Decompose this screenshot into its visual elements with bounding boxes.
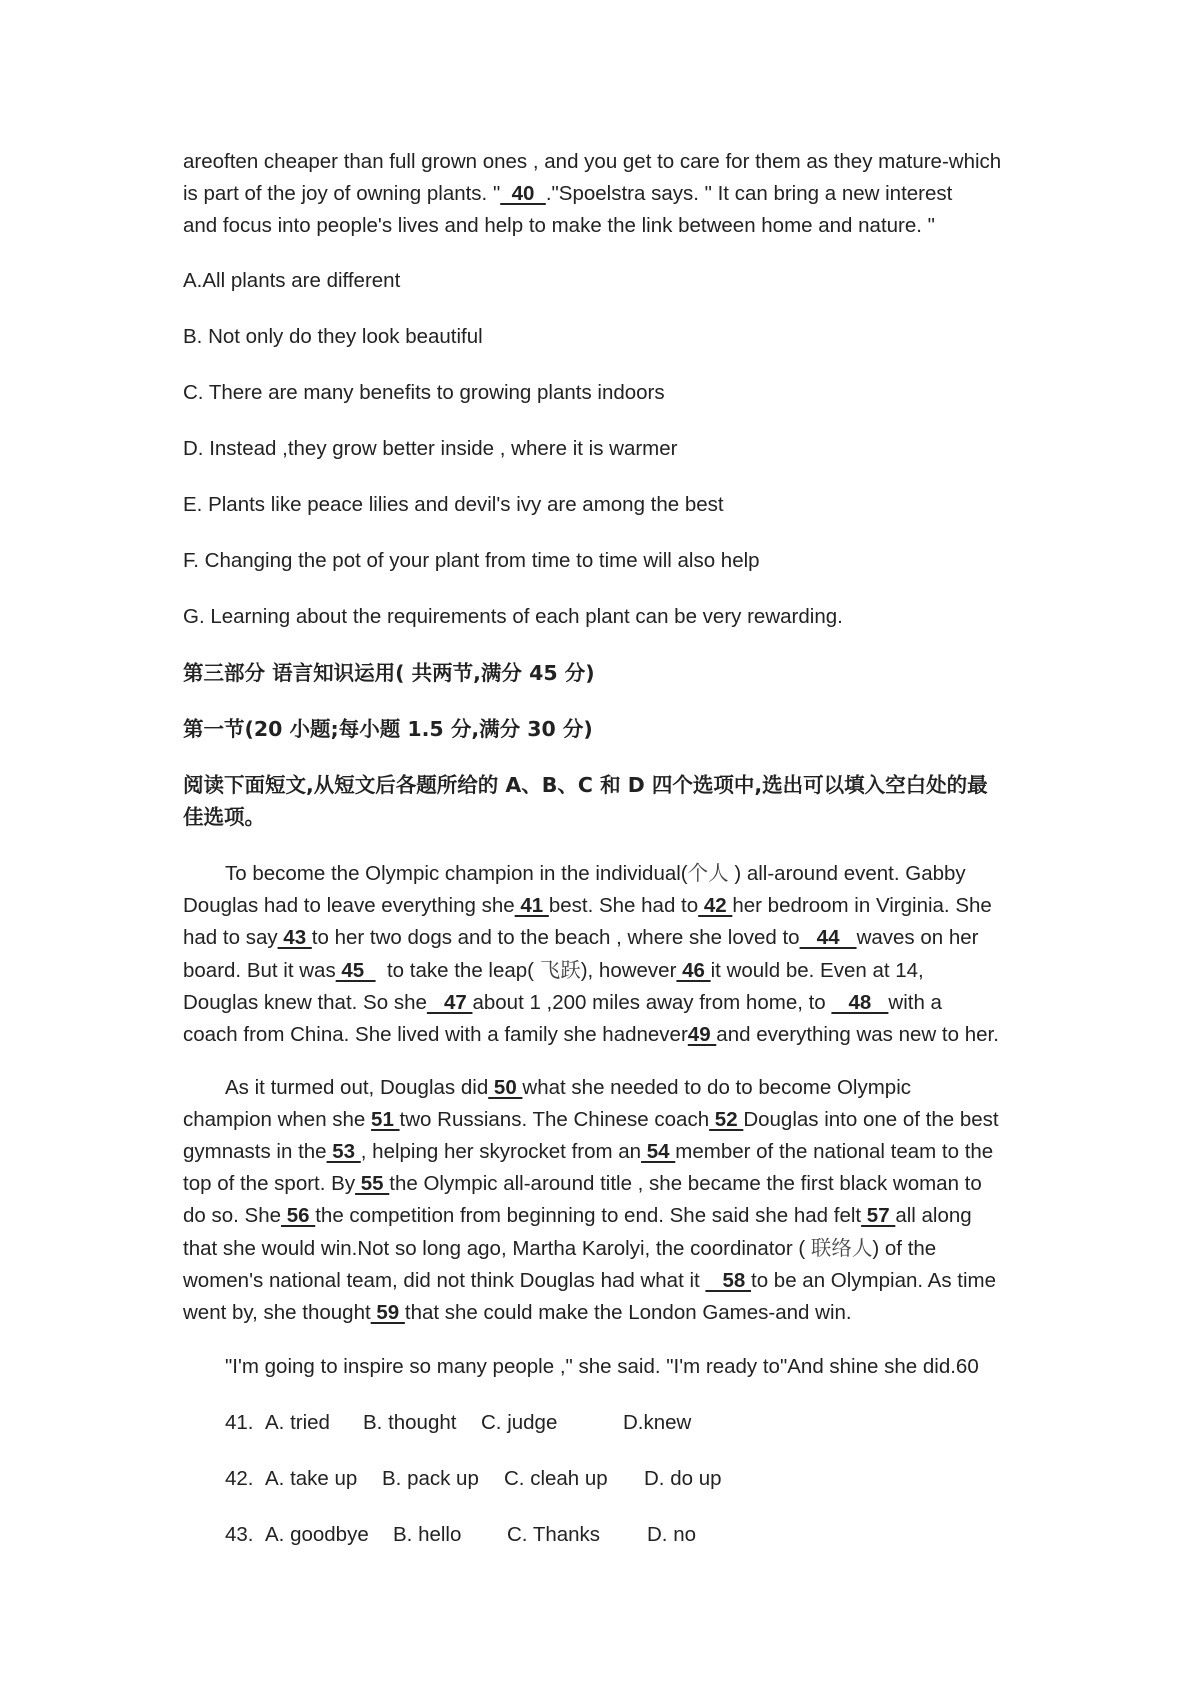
blank-44: 44 — [799, 926, 857, 949]
choice-b: B. pack up — [382, 1467, 479, 1490]
option-d: D. Instead ,they grow better inside , where it is warmer — [183, 437, 678, 460]
blank-47: 47 — [426, 991, 473, 1014]
instructions: 阅读下面短文,从短文后各题所给的 A、B、C 和 D 四个选项中,选出可以填入空白处的最 佳选项。 — [183, 773, 988, 829]
part-heading: 第三部分 语言知识运用( 共两节,满分 45 分) — [183, 661, 595, 685]
option-b: B. Not only do they look beautiful — [183, 325, 483, 348]
text-line: areoften cheaper than full grown ones , and you get to care for them as they mature-which — [183, 150, 1002, 173]
option-c: C. There are many benefits to growing plants indoors — [183, 381, 665, 404]
choice-d: D. no — [647, 1523, 696, 1546]
choice-b: B. hello — [393, 1523, 462, 1546]
blank-49: 49 — [687, 1023, 717, 1046]
cloze-paragraph-3: "I'm going to inspire so many people ," she said. "I'm ready to"And shine she did.60 — [225, 1355, 979, 1378]
question-43 — [183, 1519, 1038, 1551]
blank-51: 51 — [371, 1108, 400, 1131]
blank-42: 42 — [698, 894, 733, 917]
option-a: A.All plants are different — [183, 269, 401, 292]
choice-d: D.knew — [623, 1411, 692, 1434]
choice-a: A. take up — [265, 1467, 358, 1490]
blank-57: 57 — [861, 1204, 896, 1227]
blank-48: 48 — [831, 991, 889, 1014]
blank-53: 53 — [326, 1140, 361, 1163]
choice-c: C. Thanks — [507, 1523, 601, 1546]
blank-52: 52 — [709, 1108, 744, 1131]
blank-45: 45 — [335, 959, 376, 982]
question-number: 43. — [225, 1523, 254, 1546]
blank-56: 56 — [281, 1204, 316, 1227]
cloze-paragraph-2: As it turmed out, Douglas did 50 what she needed to do to become Olympic champion when she 51 two Russians. The Chinese coach 52 Douglas into one of the best gymnasts in the 53 , helping her skyrocket from an 54 member of the national team to the top of the sport. By 55 the Olympic all-around title , she became the first black woman to do so. She 56 the competition from beginning to end. She said she had felt 57 all along that she would win.Not so long ago, Martha Karolyi, the coordinator ( 联络人) of the women's national team, did not think Douglas had what it 58 to be an Olympian. As time went by, she thought 59 that she could make the London Games-and win. — [183, 1076, 999, 1324]
choice-d: D. do up — [644, 1467, 722, 1490]
option-f: F. Changing the pot of your plant from time to time will also help — [183, 549, 760, 572]
blank-54: 54 — [641, 1140, 676, 1163]
text-line: and focus into people's lives and help to make the link between home and nature. " — [183, 214, 935, 237]
blank-50: 50 — [488, 1076, 523, 1099]
choice-a: A. tried — [265, 1411, 330, 1434]
choice-c: C. cleah up — [504, 1467, 608, 1490]
cloze-paragraph-1: To become the Olympic champion in the individual(个人 ) all-around event. Gabby Douglas had to leave everything she 41 best. She had to 42 her bedroom in Virginia. She had to say 43 to her two dogs and to the beach , where she loved to 44 waves on her board. But it was 45 to take the leap( 飞跃), however 46 it would be. Even at 14, Douglas knew that. So she 47 about 1 ,200 miles away from home, to 48 with a coach from China. She lived with a family she hadnever49 and everything was new to her. — [183, 861, 999, 1046]
blank-40: 40 — [500, 182, 546, 205]
option-e: E. Plants like peace lilies and devil's ivy are among the best — [183, 493, 724, 516]
choice-b: B. thought — [363, 1411, 457, 1434]
option-g: G. Learning about the requirements of each plant can be very rewarding. — [183, 605, 843, 628]
passage-end-paragraph — [183, 146, 1038, 242]
blank-59: 59 — [370, 1301, 405, 1324]
section-heading: 第一节(20 小题;每小题 1.5 分,满分 30 分) — [183, 717, 593, 741]
question-41 — [183, 1407, 1038, 1439]
blank-46: 46 — [676, 959, 711, 982]
text-line: is part of the joy of owning plants. " 40 ."Spoelstra says. " It can bring a new interest — [183, 182, 953, 205]
blank-55: 55 — [355, 1172, 390, 1195]
question-42 — [183, 1463, 1038, 1495]
question-number: 41. — [225, 1411, 254, 1434]
question-number: 42. — [225, 1467, 254, 1490]
blank-58: 58 — [705, 1269, 752, 1292]
choice-c: C. judge — [481, 1411, 558, 1434]
blank-41: 41 — [514, 894, 549, 917]
blank-43: 43 — [277, 926, 312, 949]
choice-a: A. goodbye — [265, 1523, 369, 1546]
